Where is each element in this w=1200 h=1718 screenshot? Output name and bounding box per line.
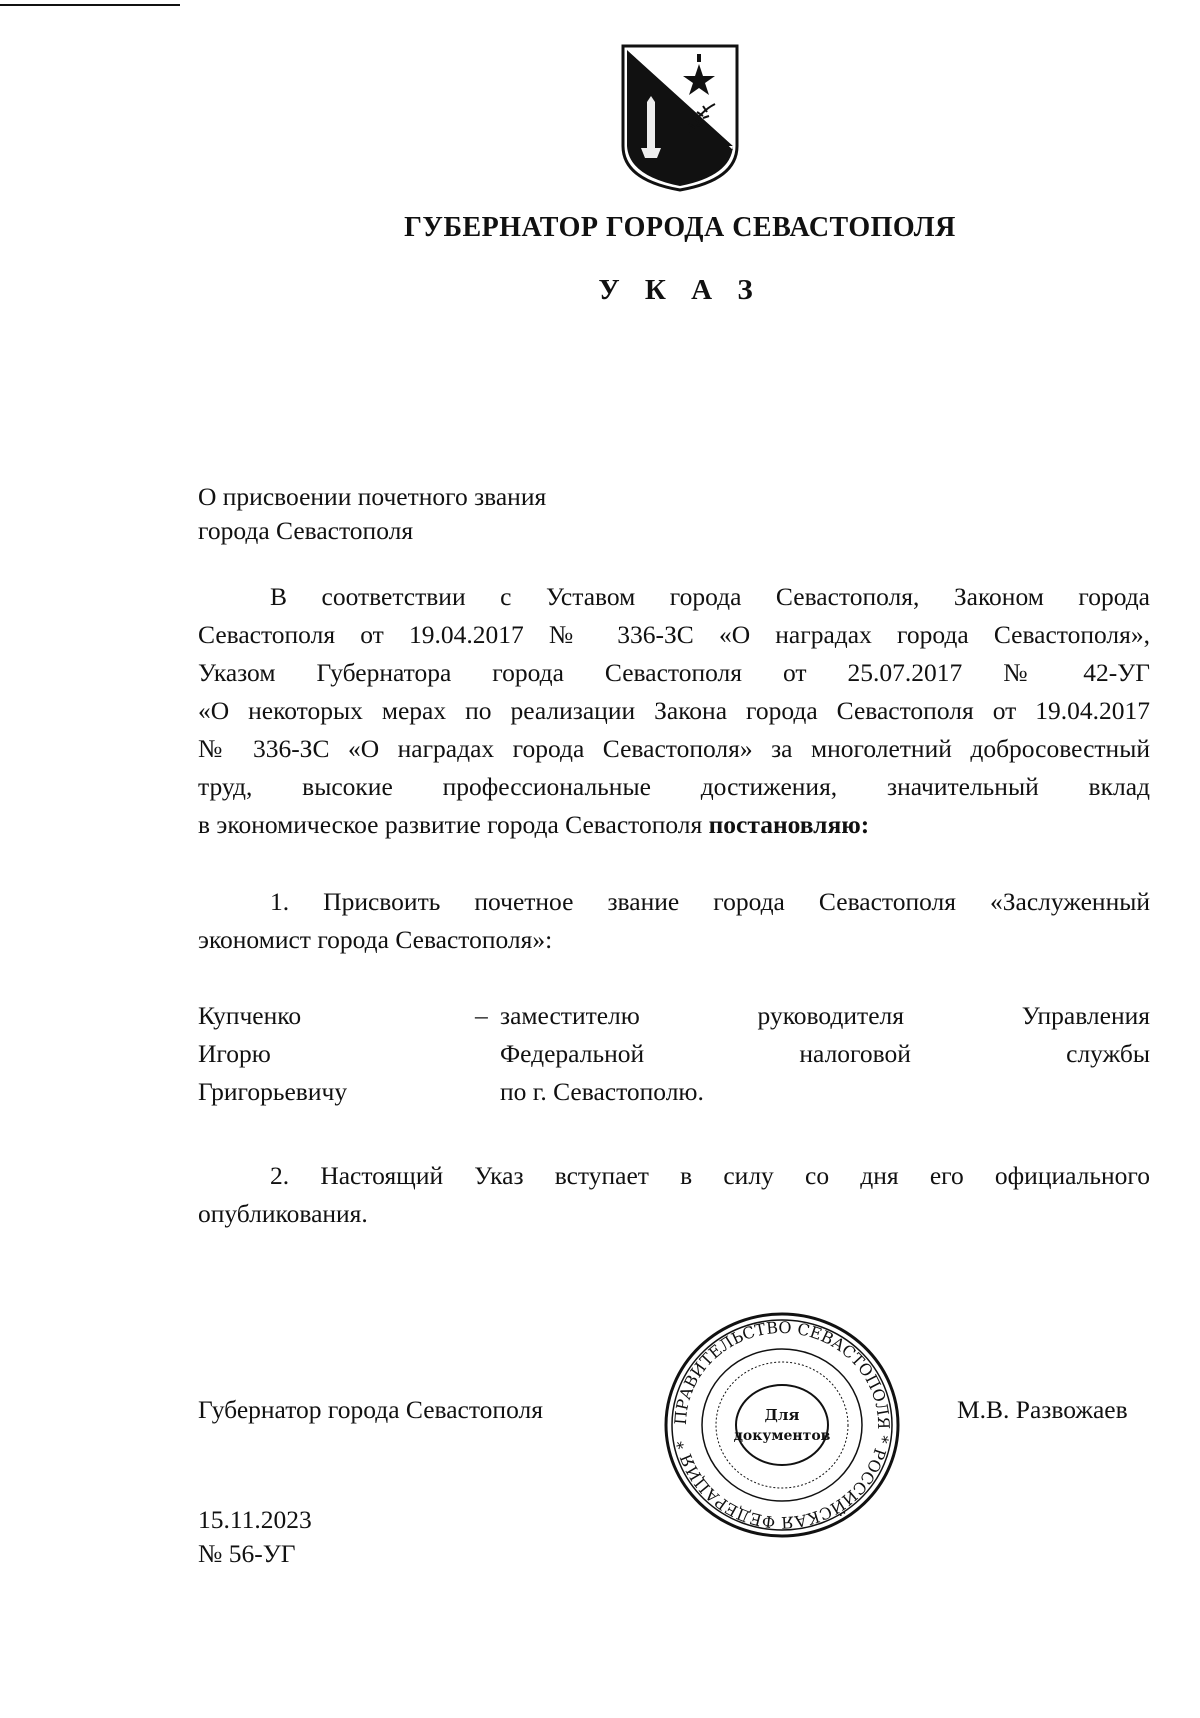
sevastopol-coat-of-arms-icon [619, 42, 741, 192]
awardee-position-line-2: Федеральной налоговой службы [500, 1039, 1150, 1068]
item-1-paragraph [198, 883, 1150, 959]
awardee-position [500, 997, 1150, 1111]
preamble-line-1 [198, 578, 1150, 616]
document-date: 15.11.2023 [198, 1505, 312, 1534]
preamble-line-6: труд, высокие профессиональные достижения, значительный вклад [198, 772, 1150, 801]
item-2-line-1: 2. Настоящий Указ вступает в силу со дня его официального [270, 1161, 1150, 1190]
awardee-dash: – [475, 1001, 488, 1030]
document-number: № 56-УГ [198, 1539, 296, 1568]
seal-center-line-2: документов [733, 1428, 831, 1444]
awardee-position-line-3: по г. Севастополю. [500, 1077, 704, 1106]
preamble-paragraph [198, 578, 1150, 844]
resolution-word: постановляю: [708, 810, 870, 839]
signer-name: М.В. Развожаев [957, 1395, 1128, 1424]
preamble-line-5: № 336-ЗС «О наградах города Севастополя» за многолетний добросовестный [198, 734, 1150, 763]
awardee-first-name: Игорю [198, 1039, 271, 1068]
official-seal [662, 1310, 902, 1540]
issuing-authority-heading: ГУБЕРНАТОР ГОРОДА СЕВАСТОПОЛЯ [404, 212, 956, 243]
seal-center-line-1: Для [764, 1406, 800, 1424]
item-1-line-2: экономист города Севастополя»: [198, 925, 553, 954]
awardee-patronymic: Григорьевичу [198, 1077, 348, 1106]
preamble-line-2: Севастополя от 19.04.2017 № 336-ЗС «О наградах города Севастополя», [198, 620, 1150, 649]
item-2-paragraph [198, 1157, 1150, 1233]
preamble-line-1-text: В соответствии с Уставом города Севастополя, Законом города [270, 582, 1150, 611]
preamble-line-3: Указом Губернатора города Севастополя от 25.07.2017 № 42-УГ [198, 658, 1150, 687]
preamble-line-7 [198, 806, 1150, 844]
awardee-name [198, 997, 347, 1111]
subject-line-1: О присвоении почетного звания [198, 482, 547, 511]
preamble-line-4: «О некоторых мерах по реализации Закона города Севастополя от 19.04.2017 [198, 696, 1150, 725]
item-1-line-1: 1. Присвоить почетное звание города Севастополя «Заслуженный [270, 887, 1150, 916]
document-date-number [198, 1503, 312, 1571]
item-2-line-2: опубликования. [198, 1199, 368, 1228]
seal-outer-text: ПРАВИТЕЛЬСТВО СЕВАСТОПОЛЯ * РОССИЙСКАЯ ФЕДЕРАЦИЯ * [670, 1317, 894, 1533]
scan-edge-line [0, 4, 180, 6]
document-type-heading: У К А З [598, 274, 762, 306]
subject-line-2: города Севастополя [198, 516, 414, 545]
preamble-last-line: в экономическое развитие города Севастополя [198, 810, 703, 839]
signer-title: Губернатор города Севастополя [198, 1395, 543, 1424]
awardee-surname: Купченко [198, 1001, 302, 1030]
awardee-position-line-1: заместителю руководителя Управления [500, 1001, 1150, 1030]
decree-subject [198, 480, 546, 548]
